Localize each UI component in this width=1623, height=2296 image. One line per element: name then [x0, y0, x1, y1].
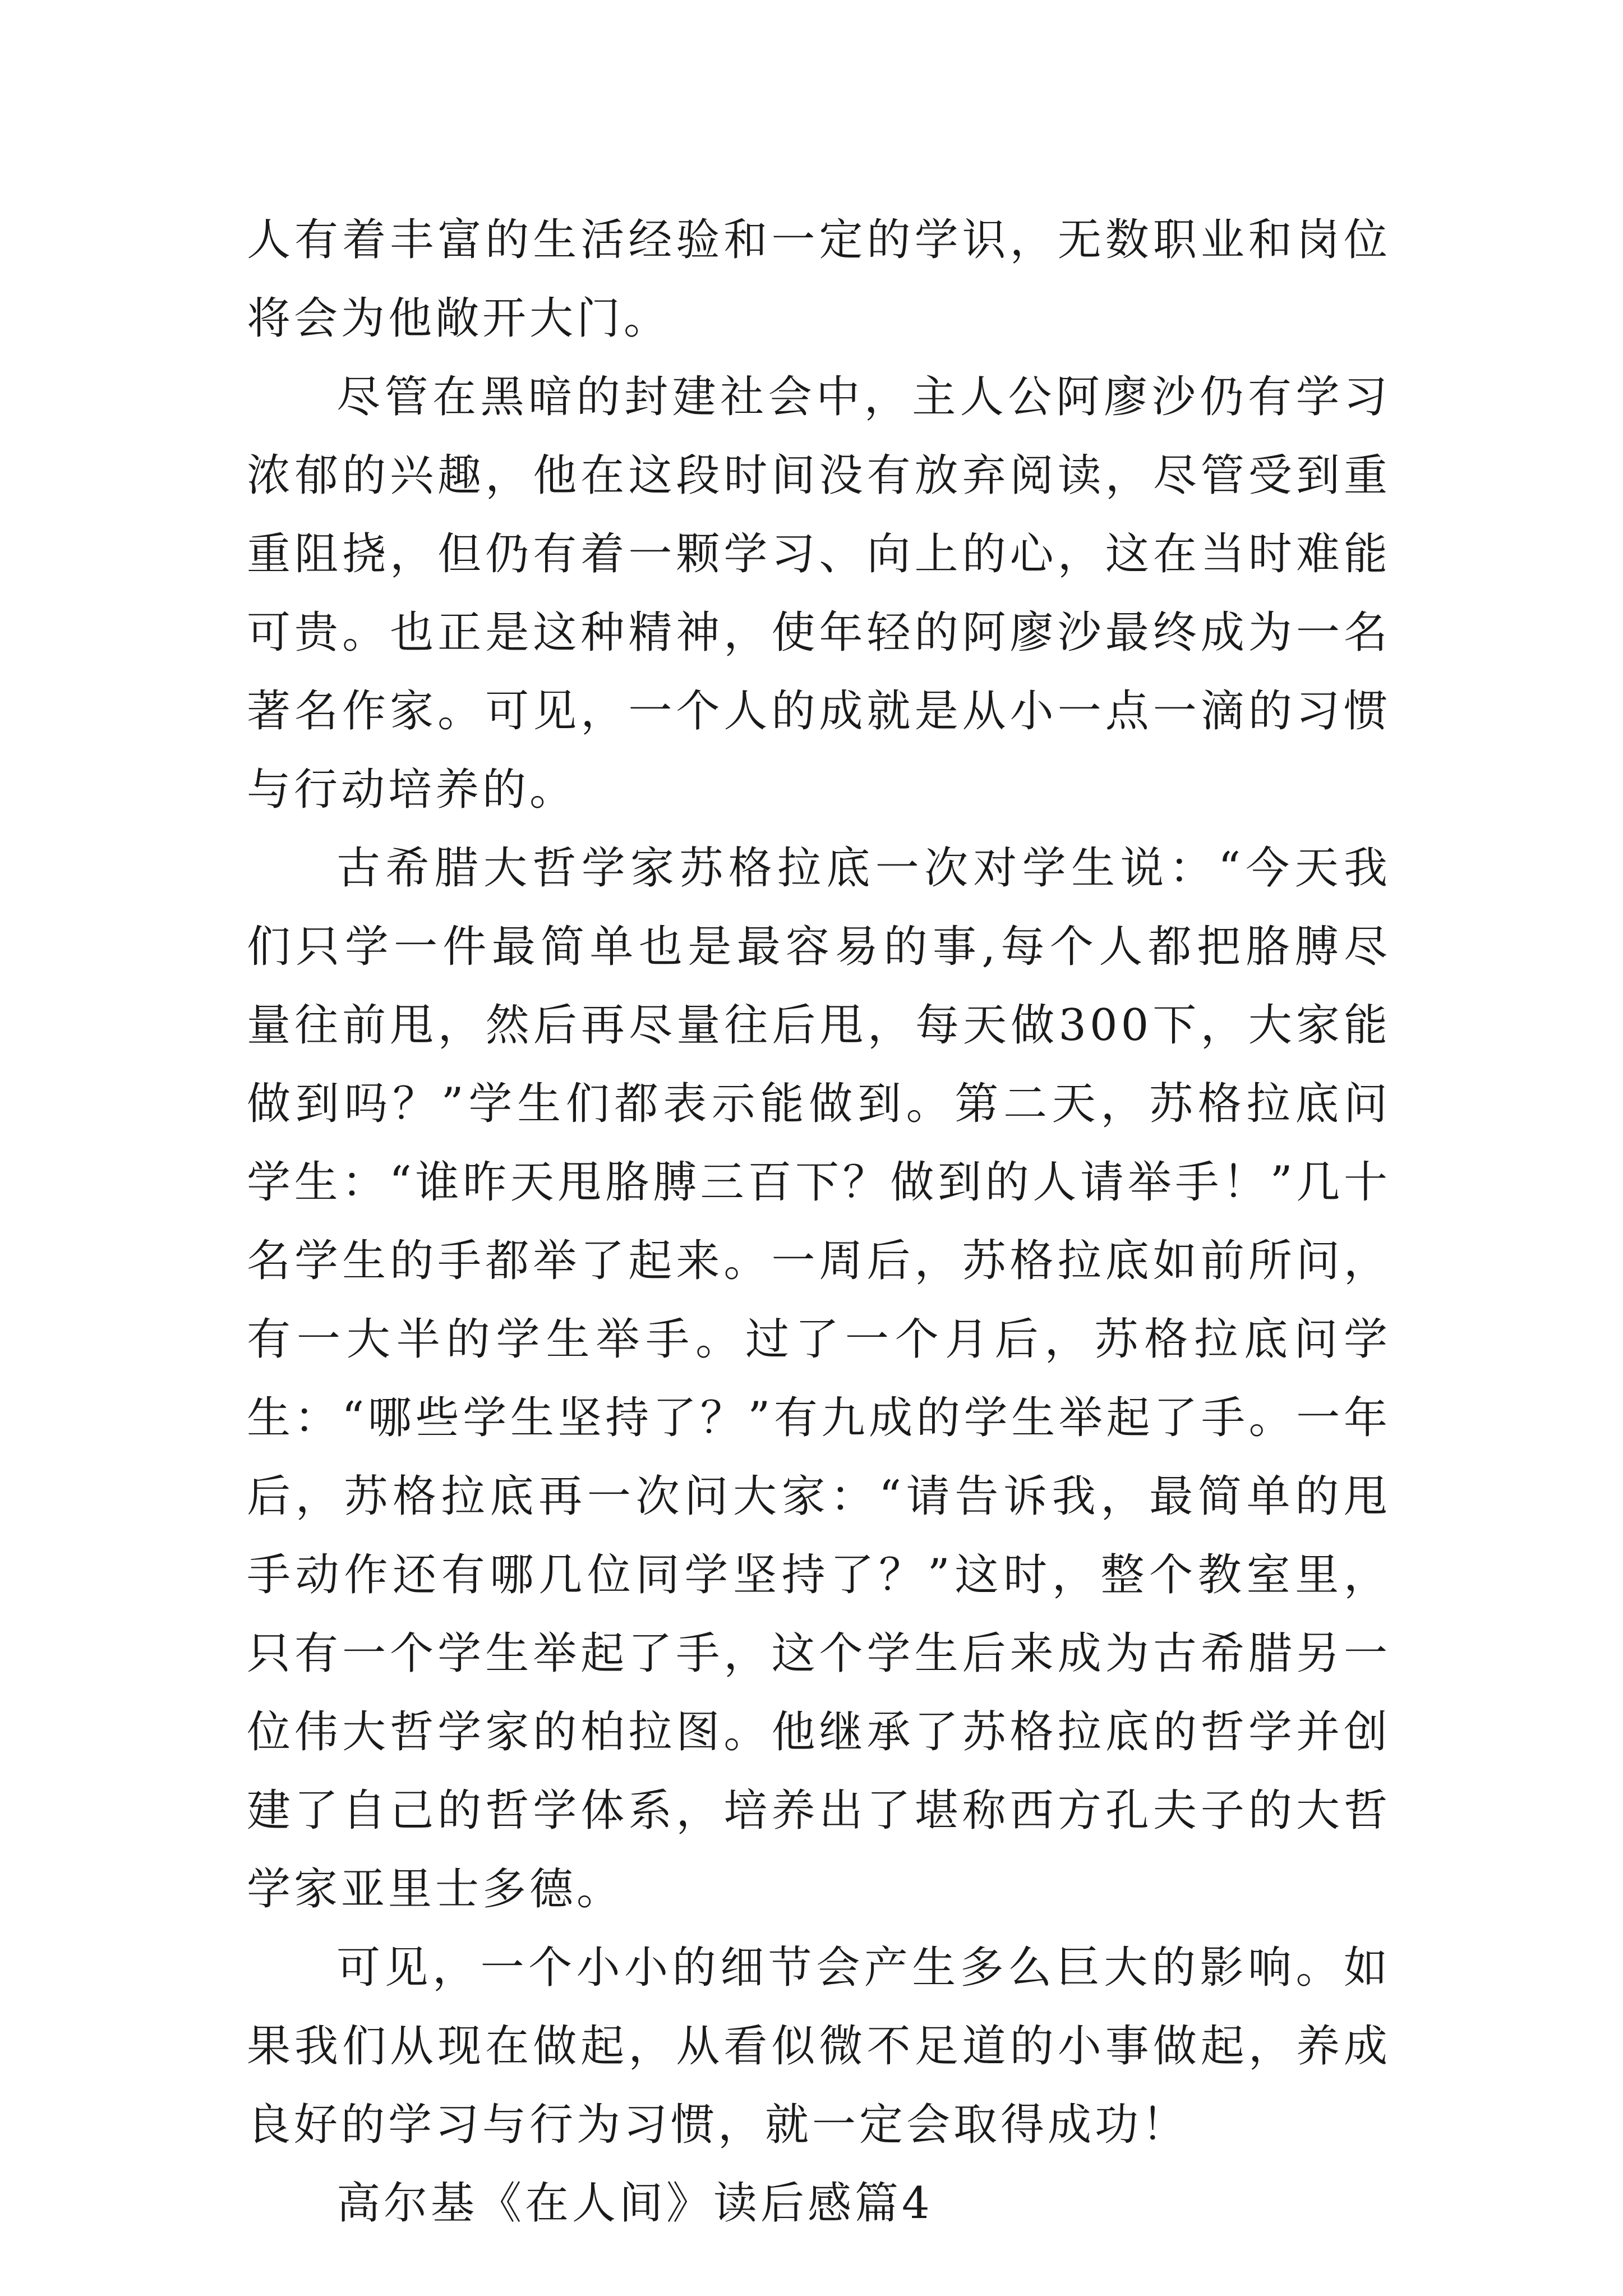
body-text [247, 201, 1391, 2243]
paragraph-continuation: 人有着丰富的生活经验和一定的学识，无数职业和岗位将会为他敞开大门。 [247, 215, 1391, 344]
paragraph: 可见，一个小小的细节会产生多么巨大的影响。如果我们从现在做起，从看似微不足道的小事做起，养成良好的学习与行为习惯，就一定会取得成功！ [247, 1943, 1391, 2150]
paragraph: 古希腊大哲学家苏格拉底一次对学生说：“今天我们只学一件最简单也是最容易的事,每个人都把胳膊尽量往前甩，然后再尽量往后甩，每天做300下，大家能做到吗？”学生们都表示能做到。第二天，苏格拉底问学生：“谁昨天甩胳膊三百下？做到的人请举手！”几十名学生的手都举了起来。一周后，苏格拉底如前所问，有一大半的学生举手。过了一个月后，苏格拉底问学生：“哪些学生坚持了？”有九成的学生举起了手。一年后，苏格拉底再一次问大家：“请告诉我，最简单的甩手动作还有哪几位同学坚持了？”这时，整个教室里，只有一个学生举起了手，这个学生后来成为古希腊另一位伟大哲学家的柏拉图。他继承了苏格拉底的哲学并创建了自己的哲学体系，培养出了堪称西方孔夫子的大哲学家亚里士多德。 [247, 843, 1391, 1915]
section-heading: 高尔基《在人间》读后感篇4 [336, 2178, 933, 2229]
paragraph: 尽管在黑暗的封建社会中，主人公阿廖沙仍有学习浓郁的兴趣，他在这段时间没有放弃阅读，尽管受到重重阻挠，但仍有着一颗学习、向上的心，这在当时难能可贵。也正是这种精神，使年轻的阿廖沙最终成为一名著名作家。可见，一个人的成就是从小一点一滴的习惯与行动培养的。 [247, 372, 1391, 815]
